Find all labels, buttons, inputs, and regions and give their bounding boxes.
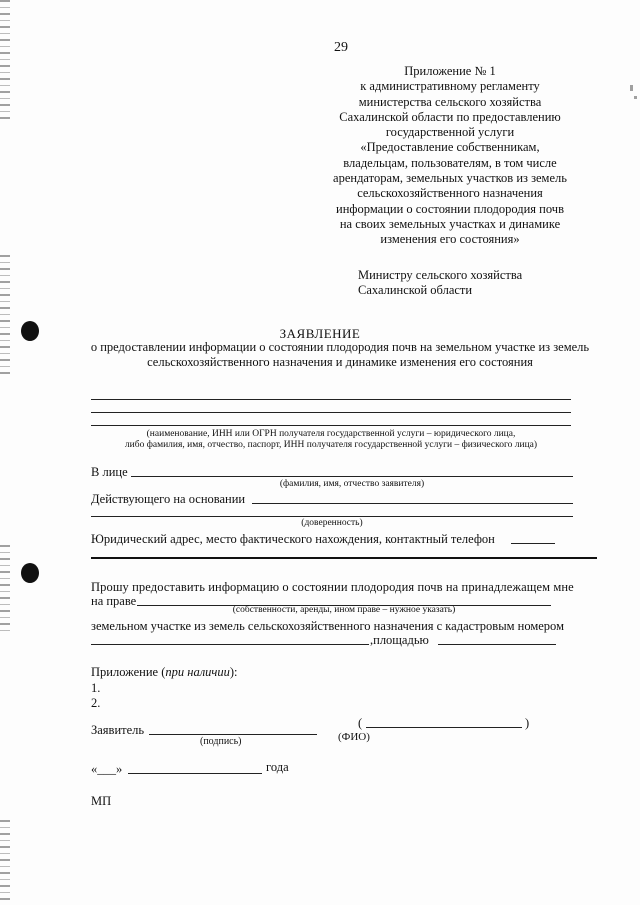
signature-note: (подпись) — [200, 736, 242, 747]
date-close-quote: » — [116, 762, 123, 776]
binding-edge-bottom — [0, 820, 10, 905]
page-number: 29 — [334, 40, 348, 55]
attachment-label-italic: при наличии — [165, 665, 230, 679]
acting-basis-label: Действующего на основании — [91, 492, 246, 506]
addressee-line: Сахалинской области — [358, 283, 473, 297]
request-right-label: на праве — [91, 594, 137, 608]
addressee-block — [358, 268, 522, 298]
request-text: Прошу предоставить информацию о состоянии плодородия почв на принадлежащем мне — [91, 580, 574, 594]
attachment-label-text: Приложение ( — [91, 665, 166, 679]
date-open-quote: « — [91, 762, 98, 776]
annex-header — [300, 64, 600, 248]
document-subtitle: о предоставлении информации о состоянии плодородия почв на земельном участке из земель сельскохозяйственного назначения и динамике изменения его состояния — [90, 340, 590, 369]
area-field[interactable] — [438, 644, 556, 645]
attachment-item-1: 1. — [91, 681, 101, 695]
seal-label: МП — [91, 794, 112, 808]
annex-line: Приложение № 1 — [404, 64, 496, 78]
attachment-item-2: 2. — [91, 696, 101, 710]
scan-speck — [634, 96, 637, 99]
in-person-note: (фамилия, имя, отчество заявителя) — [279, 479, 425, 489]
binding-edge-middle — [0, 255, 10, 375]
date-day-field[interactable]: ___ — [97, 762, 116, 776]
attachment-label — [91, 665, 238, 680]
applicant-line-3[interactable] — [91, 425, 571, 426]
land-plot-text: земельном участке из земель сельскохозяйственного назначения с кадастровым номером — [91, 619, 564, 633]
year-label: года — [266, 760, 289, 774]
acting-basis-field[interactable] — [252, 503, 573, 504]
right-note: (собственности, аренды, ином праве – нужное указать) — [232, 605, 456, 615]
signature-field[interactable] — [149, 734, 317, 735]
fio-open-paren: ( — [358, 716, 363, 730]
legal-address-field[interactable] — [511, 543, 555, 544]
annex-line: владельцам, пользователям, в том числе — [343, 155, 557, 170]
binding-edge-top — [0, 0, 10, 120]
fio-close-paren: ) — [525, 716, 530, 730]
applicant-line-1[interactable] — [91, 399, 571, 400]
legal-address-label: Юридический адрес, место фактического нахождения, контактный телефон — [91, 532, 495, 546]
fio-field[interactable] — [366, 727, 522, 728]
annex-line: изменения его состояния» — [380, 232, 520, 247]
applicant-label: Заявитель — [91, 723, 145, 737]
cadastral-number-field[interactable] — [91, 644, 369, 645]
annex-line: министерства сельского хозяйства — [358, 94, 542, 109]
applicant-line-2[interactable] — [91, 412, 571, 413]
annex-line: Сахалинской области по предоставлению — [339, 109, 561, 124]
applicant-note-2: либо фамилия, имя, отчество, паспорт, ИНН получателя государственной услуги – физического лица) — [124, 440, 538, 450]
annex-line: информации о состоянии плодородия почв — [336, 201, 564, 216]
annex-line: арендаторам, земельных участков из земель — [333, 171, 567, 186]
acting-basis-field-2[interactable] — [91, 516, 573, 517]
annex-line: «Предоставление собственникам, — [360, 140, 540, 155]
scan-speck — [630, 85, 633, 91]
applicant-note-1: (наименование, ИНН или ОГРН получателя государственной услуги – юридического лица, — [146, 429, 516, 439]
legal-address-field-2[interactable] — [91, 557, 597, 559]
addressee-line: Министру сельского хозяйства — [358, 268, 523, 282]
binding-edge-lower — [0, 545, 10, 635]
annex-line: сельскохозяйственного назначения — [357, 186, 543, 201]
fio-note: (ФИО) — [338, 731, 370, 743]
proxy-note: (доверенность) — [301, 518, 363, 528]
attachment-label-end: ): — [229, 665, 238, 679]
date-month-field[interactable] — [128, 773, 262, 774]
annex-line: государственной услуги — [385, 125, 515, 140]
punch-hole-lower — [21, 563, 39, 583]
annex-line: к административному регламенту — [360, 79, 540, 94]
date-line — [91, 762, 122, 777]
area-label: ,площадью — [370, 633, 429, 647]
in-person-field[interactable] — [131, 476, 573, 477]
in-person-label: В лице — [91, 465, 128, 479]
document-title: ЗАЯВЛЕНИЕ — [279, 326, 361, 341]
annex-line: на своих земельных участках и динамике — [339, 216, 561, 231]
